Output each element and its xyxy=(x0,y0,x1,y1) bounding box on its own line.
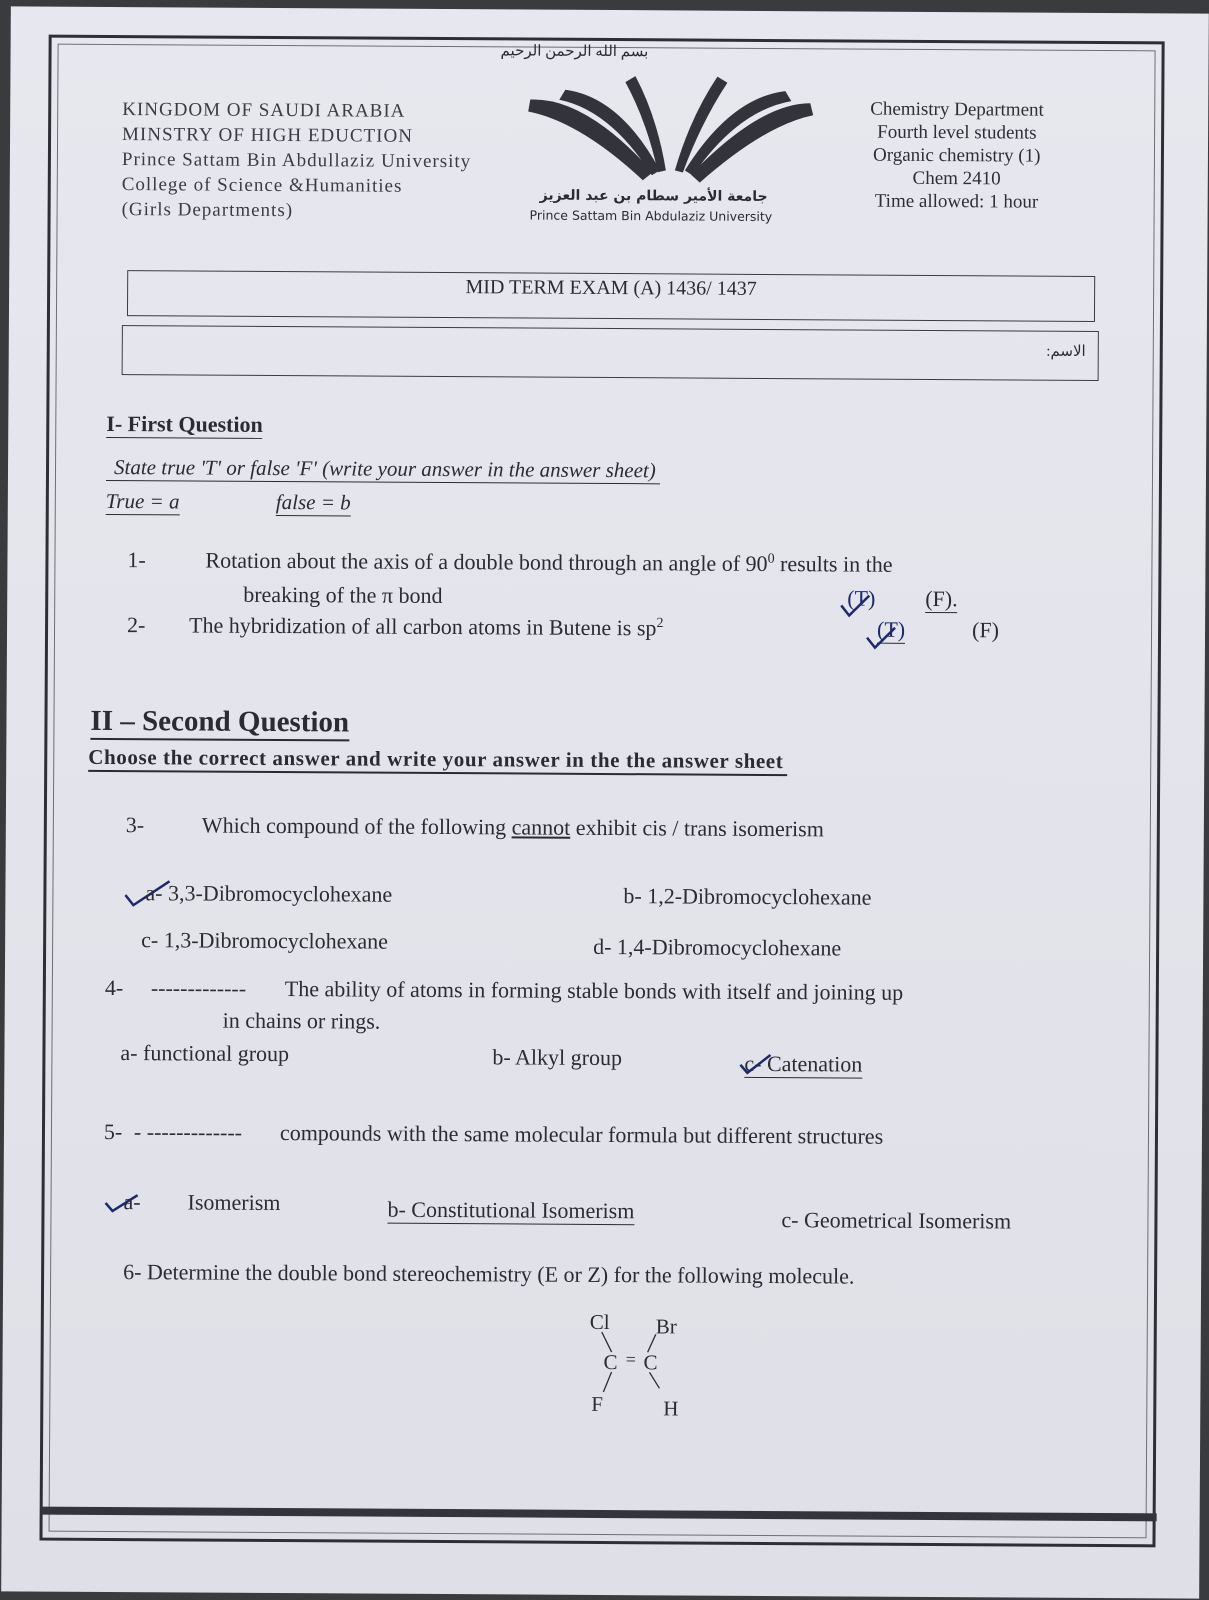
atom-c-right: C xyxy=(643,1350,658,1375)
checkmark-icon xyxy=(865,624,901,652)
university-logo-icon xyxy=(525,72,816,189)
q5-option-b: b- Constitutional Isomerism xyxy=(387,1196,635,1224)
q2-title: II – Second Question xyxy=(90,705,349,742)
name-label: الاسم: xyxy=(1046,343,1086,360)
ministry-line: MINSTRY OF HIGH EDUCTION xyxy=(122,124,414,147)
q3-option-a: a- 3,3-Dibromocyclohexane xyxy=(145,880,393,907)
q2-instruction: Choose the correct answer and write your answer in the the answer sheet xyxy=(88,745,787,776)
q1-item1-text-cont: breaking of the π bond xyxy=(243,581,443,609)
q4-option-c: c- Catenation xyxy=(744,1050,863,1077)
molecule-diagram xyxy=(587,1310,708,1426)
q5-option-a-label: a- xyxy=(123,1189,141,1215)
q1-item2-option-f: (F) xyxy=(971,617,1000,643)
q4-text: The ability of atoms in forming stable bonds with itself and joining up xyxy=(284,976,904,1005)
q1-item2-number: 2- xyxy=(127,612,146,638)
q1-instruction: State true 'T' or false 'F' (write your answer in the answer sheet) xyxy=(106,455,660,484)
q6-text: 6- Determine the double bond stereochemistry (E or Z) for the following molecule. xyxy=(123,1259,855,1289)
q5-option-c: c- Geometrical Isomerism xyxy=(781,1207,1012,1234)
atom-h: H xyxy=(663,1396,679,1421)
q5-blank: - ------------- xyxy=(133,1119,243,1145)
q1-item2-text: The hybridization of all carbon atoms in Butene is $sp^2$ xyxy=(189,612,664,641)
checkmark-icon xyxy=(839,591,875,619)
logo-arabic-text: جامعة الأمير سطام بن عبد العزيز xyxy=(539,187,768,205)
q4-option-a: a- functional group xyxy=(120,1040,290,1067)
q4-option-b: b- Alkyl group xyxy=(492,1044,623,1071)
exam-title: MID TERM EXAM (A) 1436/ 1437 xyxy=(127,270,1095,322)
q3-option-d: d- 1,4-Dibromocyclohexane xyxy=(593,933,842,961)
q4-blank: ------------- xyxy=(150,975,247,1001)
q1-item2-option-t: (T) xyxy=(876,616,906,642)
course-name: Organic chemistry (1) xyxy=(872,144,1041,167)
left-header xyxy=(122,97,472,224)
atom-br: Br xyxy=(655,1314,677,1339)
logo-english-text: Prince Sattam Bin Abdulaziz University xyxy=(529,207,773,225)
department-line: (Girls Departments) xyxy=(121,199,294,222)
q5-option-a: Isomerism xyxy=(187,1189,281,1216)
q1-item1-option-f: (F). xyxy=(925,585,958,612)
atom-c-left: C xyxy=(603,1350,618,1375)
checkmark-icon xyxy=(738,1053,774,1077)
q1-item1-text: Rotation about the axis of a double bond through an angle of $90^0$ results in the xyxy=(205,547,893,577)
course-code: Chem 2410 xyxy=(912,167,1001,190)
false-legend: false = b xyxy=(275,489,351,515)
time-allowed: Time allowed: 1 hour xyxy=(874,190,1039,213)
level-line: Fourth level students xyxy=(877,121,1037,144)
basmala: بسم الله الرحمن الرحيم xyxy=(500,43,649,61)
q3-option-c: c- 1,3-Dibromocyclohexane xyxy=(141,927,389,954)
q3-number: 3- xyxy=(125,812,145,838)
q5-number: 5- xyxy=(103,1118,123,1145)
atom-f: F xyxy=(591,1391,604,1416)
q3-text: Which compound of the following cannot exhibit cis / trans isomerism xyxy=(201,812,824,842)
q1-item1-option-t: (T) xyxy=(847,585,876,611)
q5-text: compounds with the same molecular formula but different structures xyxy=(279,1120,884,1149)
right-header xyxy=(870,98,1044,214)
department-name: Chemistry Department xyxy=(870,98,1044,121)
q4-text-cont: in chains or rings. xyxy=(222,1007,381,1034)
name-box xyxy=(122,325,1099,381)
double-bond: = xyxy=(625,1349,636,1370)
college-line: College of Science &Humanities xyxy=(121,174,403,197)
q4-number: 4- xyxy=(104,974,124,1001)
country-line: KINGDOM OF SAUDI ARABIA xyxy=(122,99,406,122)
university-line: Prince Sattam Bin Abdullaziz University xyxy=(121,149,472,173)
q1-item1-number: 1- xyxy=(127,547,146,573)
atom-cl: Cl xyxy=(589,1309,610,1335)
exam-paper xyxy=(1,6,1209,1598)
q3-option-b: b- 1,2-Dibromocyclohexane xyxy=(623,883,872,910)
true-legend: True = a xyxy=(105,488,180,514)
q1-title: I- First Question xyxy=(106,410,263,437)
